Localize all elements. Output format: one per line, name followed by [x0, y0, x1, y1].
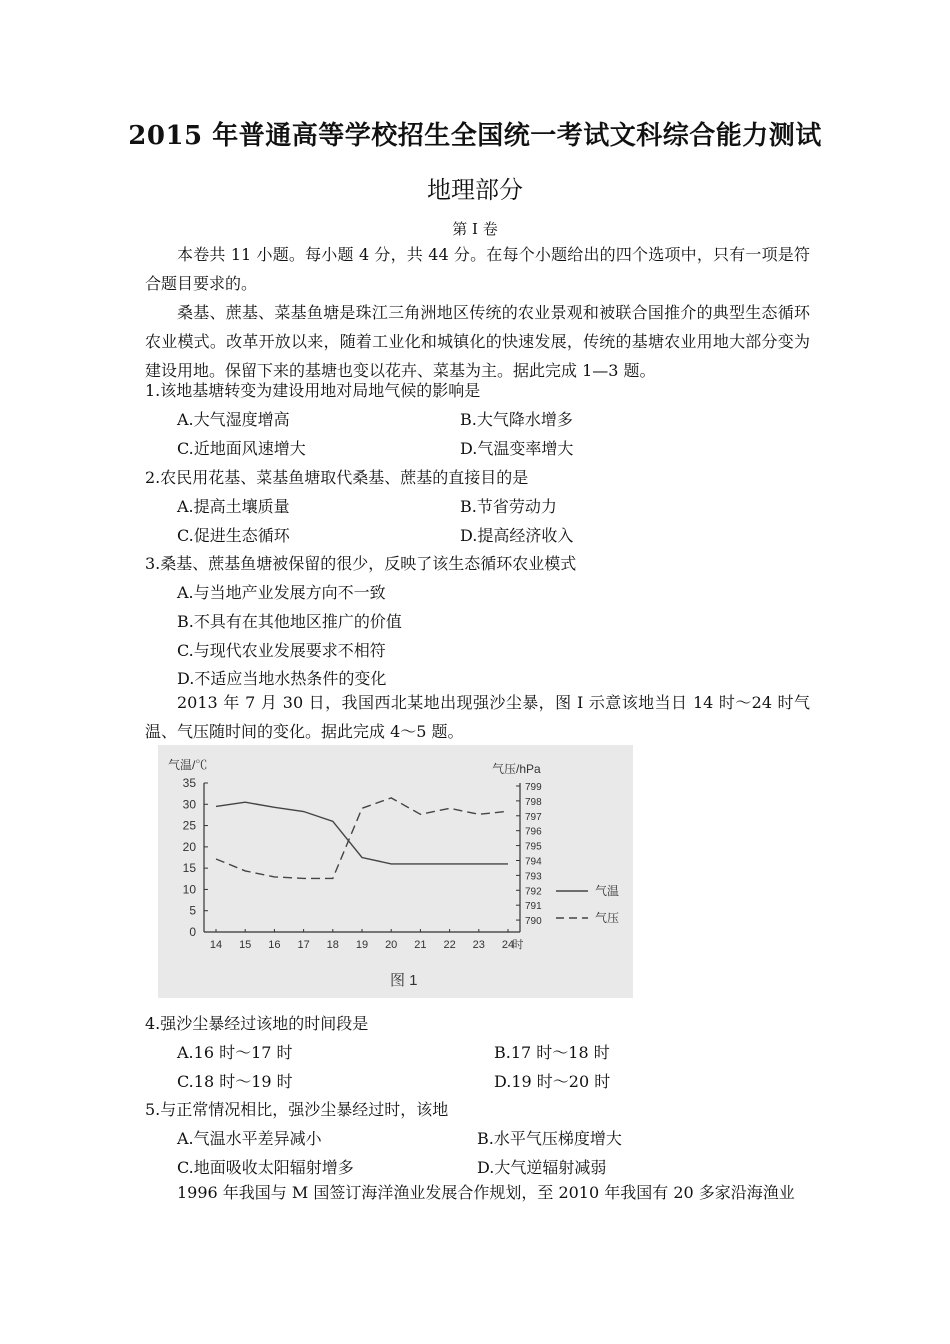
x-tick-label: 14 — [209, 939, 223, 951]
y-right-tick-label: 796 — [525, 826, 542, 838]
volume-label: 第 I 卷 — [452, 220, 498, 238]
question-5-option-b: B.水平气压梯度增大 — [477, 1129, 622, 1148]
x-axis-label: 时 — [512, 939, 524, 951]
x-tick-label: 16 — [268, 939, 281, 951]
exam-title: 2015 年普通高等学校招生全国统一考试文科综合能力测试 — [128, 121, 822, 151]
y-right-tick-label: 794 — [525, 856, 542, 868]
y-left-label: 气温/℃ — [168, 758, 208, 772]
question-4-stem: 4.强沙尘暴经过该地的时间段是 — [145, 1014, 369, 1033]
question-3-option-d: D.不适应当地水热条件的变化 — [177, 669, 387, 688]
figure-caption: 图 1 — [390, 972, 418, 989]
y-left-tick-label: 35 — [182, 776, 196, 790]
question-4-option-d: D.19 时～20 时 — [494, 1072, 611, 1091]
x-tick-label: 15 — [239, 939, 252, 951]
question-1-option-d: D.气温变率增大 — [460, 439, 574, 458]
y-left-tick-label: 30 — [182, 797, 196, 812]
temperature-series-line — [216, 802, 508, 864]
question-3-option-c: C.与现代农业发展要求不相符 — [177, 641, 386, 660]
x-tick-label: 19 — [355, 939, 369, 951]
y-left-tick-label: 10 — [182, 882, 196, 897]
question-2-option-a: A.提高土壤质量 — [177, 497, 290, 516]
x-tick-label: 18 — [326, 939, 339, 951]
y-right-tick-label: 799 — [525, 781, 542, 793]
question-4-option-b: B.17 时～18 时 — [494, 1043, 610, 1062]
figure-1 — [158, 745, 633, 998]
y-right-tick-label: 791 — [525, 901, 542, 913]
y-left-tick-label: 15 — [182, 861, 196, 876]
question-2-option-b: B.节省劳动力 — [460, 497, 557, 516]
question-2-option-d: D.提高经济收入 — [460, 526, 574, 545]
instructions: 本卷共 11 小题。每小题 4 分，共 44 分。在每个小题给出的四个选项中，只有一项是符合题目要求的。 — [145, 245, 810, 293]
temperature-pressure-chart — [158, 745, 633, 998]
question-3-stem: 3.桑基、蔗基鱼塘被保留的很少，反映了该生态循环农业模式 — [145, 554, 577, 573]
pressure-series-line — [216, 798, 508, 879]
passage-2: 2013 年 7 月 30 日，我国西北某地出现强沙尘暴，图 I 示意该地当日 14 时～24 时气温、气压随时间的变化。据此完成 4～5 题。 — [145, 693, 810, 741]
y-right-tick-label: 797 — [525, 811, 542, 823]
y-right-label: 气压/hPa — [492, 762, 541, 776]
y-left-tick-label: 20 — [182, 839, 196, 854]
question-2-option-c: C.促进生态循环 — [177, 526, 290, 545]
x-tick-label: 22 — [443, 939, 456, 951]
question-4-option-a: A.16 时～17 时 — [177, 1043, 293, 1062]
y-right-tick-label: 790 — [525, 916, 542, 928]
question-3-option-b: B.不具有在其他地区推广的价值 — [177, 612, 402, 631]
question-2-stem: 2.农民用花基、菜基鱼塘取代桑基、蔗基的直接目的是 — [145, 468, 529, 487]
question-1-stem: 1.该地基塘转变为建设用地对局地气候的影响是 — [145, 381, 481, 400]
question-5-option-a: A.气温水平差异减小 — [177, 1129, 322, 1148]
question-4-option-c: C.18 时～19 时 — [177, 1072, 293, 1091]
y-left-tick-label: 0 — [189, 925, 196, 939]
passage-3: 1996 年我国与 M 国签订海洋渔业发展合作规划，至 2010 年我国有 20 多家沿海渔业 — [177, 1183, 795, 1202]
question-5-option-d: D.大气逆辐射减弱 — [477, 1158, 607, 1177]
y-right-tick-label: 792 — [525, 886, 542, 898]
question-1-option-c: C.近地面风速增大 — [177, 439, 306, 458]
x-tick-label: 21 — [414, 939, 427, 951]
x-tick-label: 23 — [472, 939, 485, 951]
y-left-tick-label: 25 — [182, 818, 196, 833]
question-1-option-a: A.大气湿度增高 — [177, 410, 290, 429]
x-tick-label: 20 — [385, 939, 398, 951]
question-5-option-c: C.地面吸收太阳辐射增多 — [177, 1158, 354, 1177]
y-right-tick-label: 793 — [525, 871, 542, 883]
question-3-option-a: A.与当地产业发展方向不一致 — [177, 583, 386, 602]
y-left-tick-label: 5 — [189, 903, 196, 918]
question-5-stem: 5.与正常情况相比，强沙尘暴经过时，该地 — [145, 1100, 449, 1119]
section-title: 地理部分 — [427, 176, 523, 204]
x-tick-label: 24 — [501, 939, 515, 951]
legend-label: 气压 — [595, 911, 620, 925]
y-right-tick-label: 795 — [525, 841, 542, 853]
passage-1: 桑基、蔗基、菜基鱼塘是珠江三角洲地区传统的农业景观和被联合国推介的典型生态循环农业模式。改革开放以来，随着工业化和城镇化的快速发展，传统的基塘农业用地大部分变为建设用地。保留下来的基塘也变以花卉、菜基为主。据此完成 1—3 题。 — [145, 303, 810, 380]
y-right-tick-label: 798 — [525, 796, 542, 808]
x-tick-label: 17 — [297, 939, 310, 951]
question-1-option-b: B.大气降水增多 — [460, 410, 573, 429]
legend-label: 气温 — [595, 884, 620, 898]
